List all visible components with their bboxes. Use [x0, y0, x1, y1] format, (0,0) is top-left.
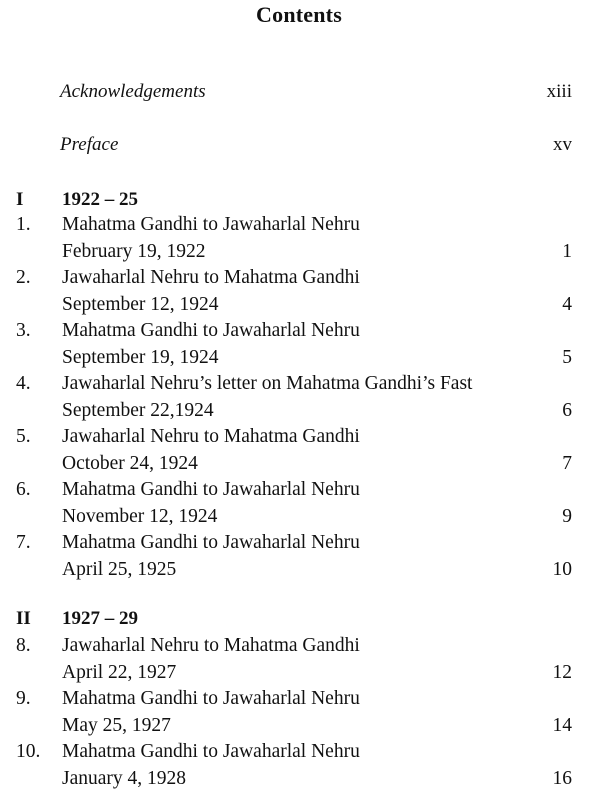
entry-page: 12: [552, 661, 572, 683]
entry-title: Jawaharlal Nehru to Mahatma Gandhi: [62, 426, 360, 447]
entry-title: Mahatma Gandhi to Jawaharlal Nehru: [62, 214, 360, 235]
entry-date: October 24, 1924: [62, 452, 198, 474]
entry-number: 5.: [16, 426, 31, 447]
entry-page: 9: [562, 505, 572, 527]
entry-page: 14: [552, 714, 572, 736]
entry-title: Jawaharlal Nehru’s letter on Mahatma Gandhi’s Fast: [62, 373, 473, 394]
entry-page: 7: [562, 452, 572, 474]
entry-title: Mahatma Gandhi to Jawaharlal Nehru: [62, 479, 360, 500]
entry-number: 8.: [16, 635, 31, 656]
entry-date: September 19, 1924: [62, 346, 219, 368]
part-years: 1922 – 25: [62, 189, 138, 210]
front-matter-label: Acknowledgements: [60, 81, 206, 102]
entry-date: April 25, 1925: [62, 558, 177, 580]
entry-title: Mahatma Gandhi to Jawaharlal Nehru: [62, 688, 360, 709]
front-matter-label: Preface: [60, 134, 119, 155]
entry-title: Jawaharlal Nehru to Mahatma Gandhi: [62, 635, 360, 656]
entry-page: 16: [552, 767, 572, 789]
part-years: 1927 – 29: [62, 608, 138, 629]
entry-number: 7.: [16, 532, 31, 553]
entry-date: April 22, 1927: [62, 661, 177, 683]
entry-title: Jawaharlal Nehru to Mahatma Gandhi: [62, 267, 360, 288]
part-number: I: [16, 189, 24, 210]
entry-number: 3.: [16, 320, 31, 341]
entry-page: 6: [562, 399, 572, 421]
front-matter-page: xv: [553, 134, 572, 155]
entry-page: 4: [562, 293, 572, 315]
page-title: Contents: [256, 2, 342, 27]
entry-date: September 22,1924: [62, 399, 214, 421]
entry-number: 1.: [16, 214, 31, 235]
entry-date: February 19, 1922: [62, 240, 206, 262]
entry-number: 4.: [16, 373, 31, 394]
entry-date: September 12, 1924: [62, 293, 219, 315]
entry-page: 5: [562, 346, 572, 368]
entry-date: November 12, 1924: [62, 505, 218, 527]
entry-page: 1: [562, 240, 572, 262]
entry-title: Mahatma Gandhi to Jawaharlal Nehru: [62, 741, 360, 762]
entry-title: Mahatma Gandhi to Jawaharlal Nehru: [62, 320, 360, 341]
entry-date: January 4, 1928: [62, 767, 187, 789]
entry-title: Mahatma Gandhi to Jawaharlal Nehru: [62, 532, 360, 553]
entry-number: 2.: [16, 267, 31, 288]
entry-number: 9.: [16, 688, 31, 709]
entry-date: May 25, 1927: [62, 714, 171, 736]
entry-number: 10.: [16, 741, 41, 762]
front-matter-page: xiii: [546, 81, 572, 102]
entry-page: 10: [552, 558, 572, 580]
entry-number: 6.: [16, 479, 31, 500]
part-number: II: [16, 608, 31, 629]
